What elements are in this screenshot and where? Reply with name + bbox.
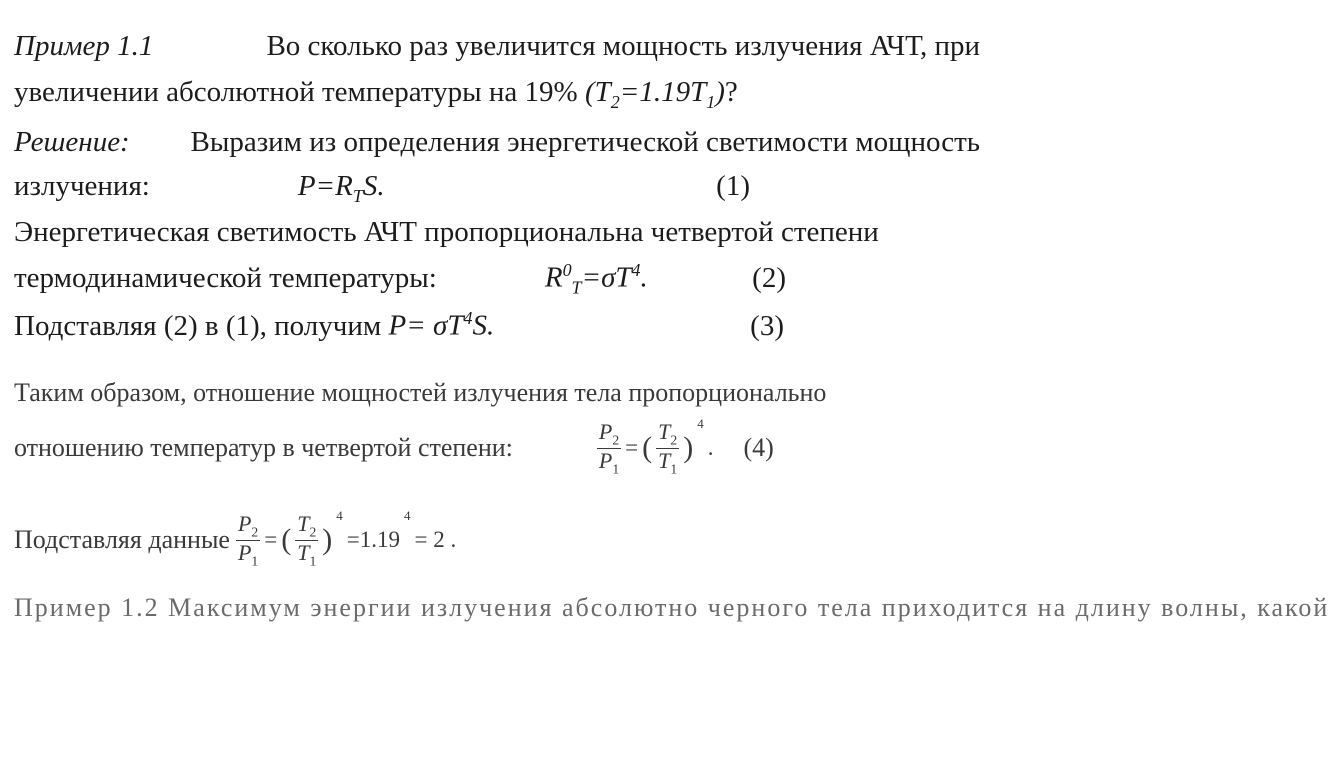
solution-line-5 (14, 308, 980, 343)
value-formula: $\frac{P_2}{P_1}$ = ( $\frac{T_2}{T_1}$ ) 4 =1.19 4 = 2 . (237, 508, 457, 569)
example-question-1: Во сколько раз увеличится мощность излучения АЧТ, при (266, 30, 980, 62)
ratio-formula: $\frac{P_2}{P_1}$ = ( $\frac{T_2}{T_1}$ ) 4 . (598, 416, 714, 477)
solution-line-1 (14, 126, 980, 159)
conclusion-line-2 (14, 416, 980, 477)
fraction-p: $\frac{P_2}{P_1}$ (598, 419, 620, 477)
solution-line-4 (14, 260, 980, 298)
example-line-1 (14, 30, 980, 63)
solution-text-2: излучения: (14, 170, 150, 202)
equation-number-2: (2) (752, 261, 786, 294)
fraction-t: $\frac{T_2}{T_1}$ (658, 419, 678, 477)
equation-number-1: (1) (716, 170, 750, 202)
solution-line-2 (14, 170, 980, 207)
conclusion-text-3: Подставляя данные (14, 525, 230, 555)
formula-1: $P=R_TS$. (297, 170, 385, 206)
equation-number-4: (4) (743, 433, 774, 463)
solution-text-1: Выразим из определения энергетической светимости мощность (190, 126, 980, 158)
solution-line-3 (14, 216, 980, 249)
solution-text-5: Подставляя (2) в (1), получим (14, 309, 382, 342)
cut-off-next-line: Пример 1.2 Максимум энергии излучения абсолютно черного тела приходится на длину волны, какой (14, 593, 1329, 622)
solution-text-4: термодинамической температуры: (14, 261, 437, 294)
solution-text-3: Энергетическая светимость АЧТ пропорциональна четвертой степени (14, 216, 879, 248)
example-label: Пример 1.1 (14, 30, 154, 62)
solution-label: Решение: (14, 126, 130, 158)
conclusion-line-3 (14, 508, 980, 569)
example-line-2: увеличении абсолютной температуры на 19% $(T_2=1.19T_1)$ ? (14, 76, 738, 112)
equation-number-3: (3) (750, 309, 784, 342)
conclusion-line-1 (14, 378, 1000, 408)
example-question-2: увеличении абсолютной температуры на 19% (14, 76, 578, 108)
formula-3: $P= \sigma T^4S$. (388, 308, 495, 342)
conclusion-text-2: отношению температур в четвертой степени: (14, 433, 513, 463)
conclusion-text-1: Таким образом, отношение мощностей излучения тела пропорционально (14, 378, 827, 407)
example-formula: $(T_2=1.19T_1)$ (584, 76, 725, 112)
formula-2: $R^0_T=\sigma T^4$. (544, 260, 648, 298)
